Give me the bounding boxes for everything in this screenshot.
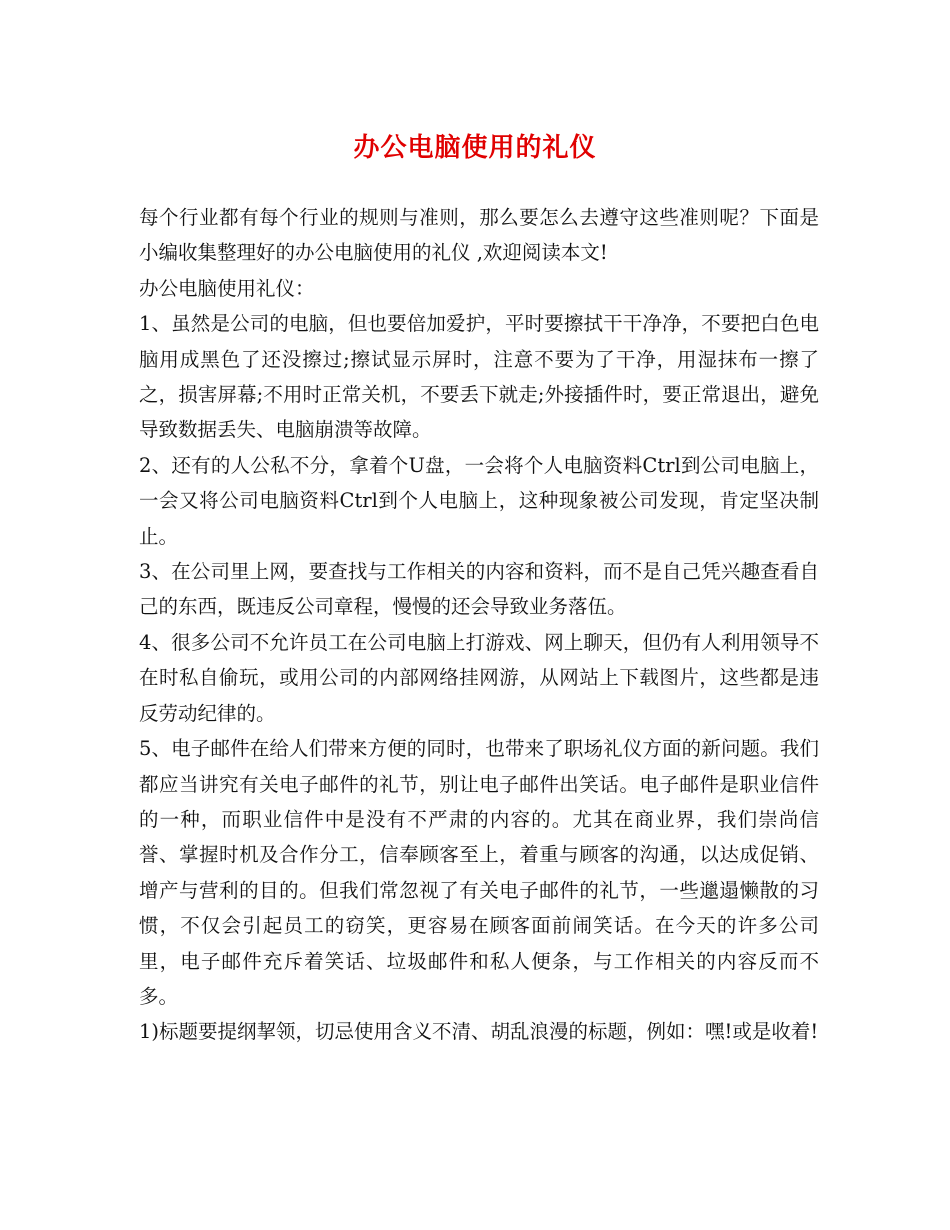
rule-paragraph-3: 3、在公司里上网，要查找与工作相关的内容和资料，而不是自己凭兴趣查看自己的东西，既违反公司章程，慢慢的还会导致业务落伍。 — [139, 560, 819, 619]
rule-paragraph-2: 2、还有的人公私不分，拿着个U盘，一会将个人电脑资料Ctrl到公司电脑上，一会又将公司电脑资料Ctrl到个人电脑上，这种现象被公司发现，肯定坚决制止。 — [139, 453, 819, 548]
document-body — [139, 200, 819, 1050]
intro-paragraph: 每个行业都有每个行业的规则与准则，那么要怎么去遵守这些准则呢？下面是小编收集整理好的办公电脑使用的礼仪 ,欢迎阅读本文! — [139, 206, 819, 265]
rule-paragraph-1: 1、虽然是公司的电脑，但也要倍加爱护，平时要擦拭干干净净，不要把白色电脑用成黑色了还没擦过;擦试显示屏时，注意不要为了干净，用湿抹布一擦了之，损害屏幕;不用时正常关机，不要丢下就走;外接插件时，要正常退出，避免导致数据丢失、电脑崩溃等故障。 — [139, 312, 819, 442]
section-heading: 办公电脑使用礼仪： — [139, 276, 315, 300]
document-title: 办公电脑使用的礼仪 — [353, 133, 597, 163]
rule-paragraph-5: 5、电子邮件在给人们带来方便的同时，也带来了职场礼仪方面的新问题。我们都应当讲究有关电子邮件的礼节，别让电子邮件出笑话。电子邮件是职业信件的一种，而职业信件中是没有不严肃的内容的。尤其在商业界，我们崇尚信誉、掌握时机及合作分工，信奉顾客至上，着重与顾客的沟通，以达成促销、增产与营利的目的。但我们常忽视了有关电子邮件的礼节，一些邋遢懒散的习惯，不仅会引起员工的窃笑，更容易在顾客面前闹笑话。在今天的许多公司里，电子邮件充斥着笑话、垃圾邮件和私人便条，与工作相关的内容反而不多。 — [139, 737, 819, 1008]
rule-paragraph-4: 4、很多公司不允许员工在公司电脑上打游戏、网上聊天，但仍有人利用领导不在时私自偷玩，或用公司的内部网络挂网游，从网站上下载图片，这些都是违反劳动纪律的。 — [139, 630, 819, 725]
sub-rule-paragraph-1: 1)标题要提纲挈领，切忌使用含义不清、胡乱浪漫的标题，例如：嘿!或是收着! — [139, 1020, 819, 1044]
